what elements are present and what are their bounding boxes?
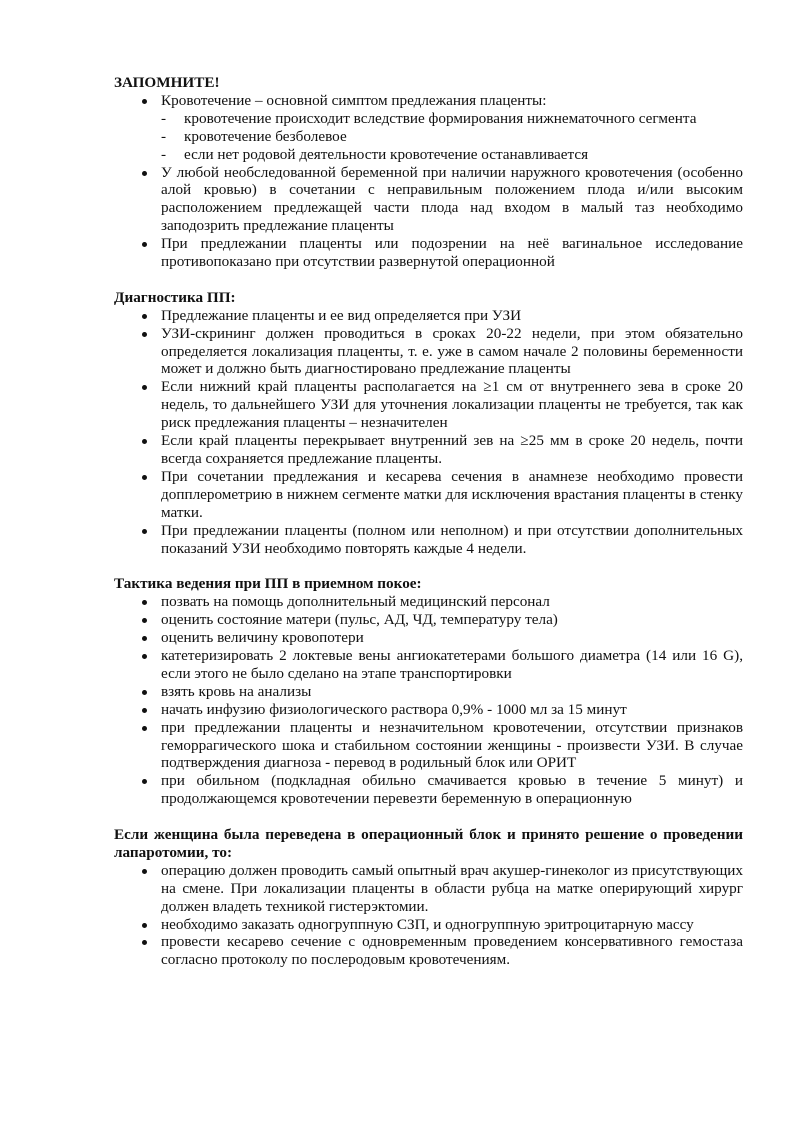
list-item: провести кесарево сечение с одновременным проведением консервативного гемостаза согласно протоколу по послеродовым кровотечениям. [114,933,743,969]
list-item: необходимо заказать одногруппную СЗП, и одногруппную эритроцитарную массу [114,916,743,934]
list-subitem: - если нет родовой деятельности кровотечение останавливается [114,146,743,164]
list-item: Если нижний край плаценты располагается на ≥1 см от внутреннего зева в сроке 20 недель, то дальнейшего УЗИ для уточнения локализации плаценты не требуется, так как риск предлежания плаценты – незначителен [114,378,743,432]
list-item: начать инфузию физиологического раствора 0,9% - 1000 мл за 15 минут [114,701,743,719]
list-item: Предлежание плаценты и ее вид определяется при УЗИ [114,307,743,325]
list-item: При предлежании плаценты или подозрении на неё вагинальное исследование противопоказано при отсутствии развернутой операционной [114,235,743,271]
diagnostics-list [114,307,743,558]
list-item: оценить величину кровопотери [114,629,743,647]
list-item: Если край плаценты перекрывает внутренний зев на ≥25 мм в сроке 20 недель, почти всегда сохраняется предлежание плаценты. [114,432,743,468]
list-item: УЗИ-скрининг должен проводиться в сроках 20-22 недели, при этом обязательно определяется локализация плаценты, т. е. уже в самом начале 2 половины беременности может и должно быть диагностировано предлежание плаценты [114,325,743,379]
list-item: позвать на помощь дополнительный медицинский персонал [114,593,743,611]
list-subitem: - кровотечение безболевое [114,128,743,146]
section-heading-laparotomy: Если женщина была переведена в операционный блок и принято решение о проведении лапаротомии, то: [114,826,743,861]
laparotomy-list [114,862,743,969]
list-item: оценить состояние матери (пульс, АД, ЧД, температуру тела) [114,611,743,629]
list-item: Кровотечение – основной симптом предлежания плаценты: [114,92,743,110]
list-item: У любой необследованной беременной при наличии наружного кровотечения (особенно алой кровью) в сочетании с неправильным положением плода и/или высоким расположением предлежащей части плода над входом в малый таз необходимо заподозрить предлежание плаценты [114,164,743,236]
list-item: операцию должен проводить самый опытный врач акушер-гинеколог из присутствующих на смене. При локализации плаценты в области рубца на матке оперирующий хирург должен владеть техникой гистерэктомии. [114,862,743,916]
document-page [114,74,743,969]
section-heading-remember: ЗАПОМНИТЕ! [114,74,220,91]
list-item: взять кровь на анализы [114,683,743,701]
list-item: катетеризировать 2 локтевые вены ангиокатетерами большого диаметра (14 или 16 G), если этого не было сделано на этапе транспортировки [114,647,743,683]
tactics-list [114,593,743,808]
list-subitem: - кровотечение происходит вследствие формирования нижнематочного сегмента [114,110,743,128]
section-heading-tactics: Тактика ведения при ПП в приемном покое: [114,575,422,593]
list-item: При предлежании плаценты (полном или неполном) и при отсутствии дополнительных показаний УЗИ необходимо повторять каждые 4 недели. [114,522,743,558]
remember-list [114,92,743,271]
section-heading-diagnostics: Диагностика ПП: [114,288,236,306]
list-item: при обильном (подкладная обильно смачивается кровью в течение 5 минут) и продолжающемся кровотечении перевезти беременную в операционную [114,772,743,808]
list-item: при предлежании плаценты и незначительном кровотечении, отсутствии признаков геморрагического шока и стабильном состоянии женщины - произвести УЗИ. В случае подтверждения диагноза - перевод в родильный блок или ОРИТ [114,719,743,773]
list-item: При сочетании предлежания и кесарева сечения в анамнезе необходимо провести допплерометрию в нижнем сегменте матки для исключения врастания плаценты в стенку матки. [114,468,743,522]
